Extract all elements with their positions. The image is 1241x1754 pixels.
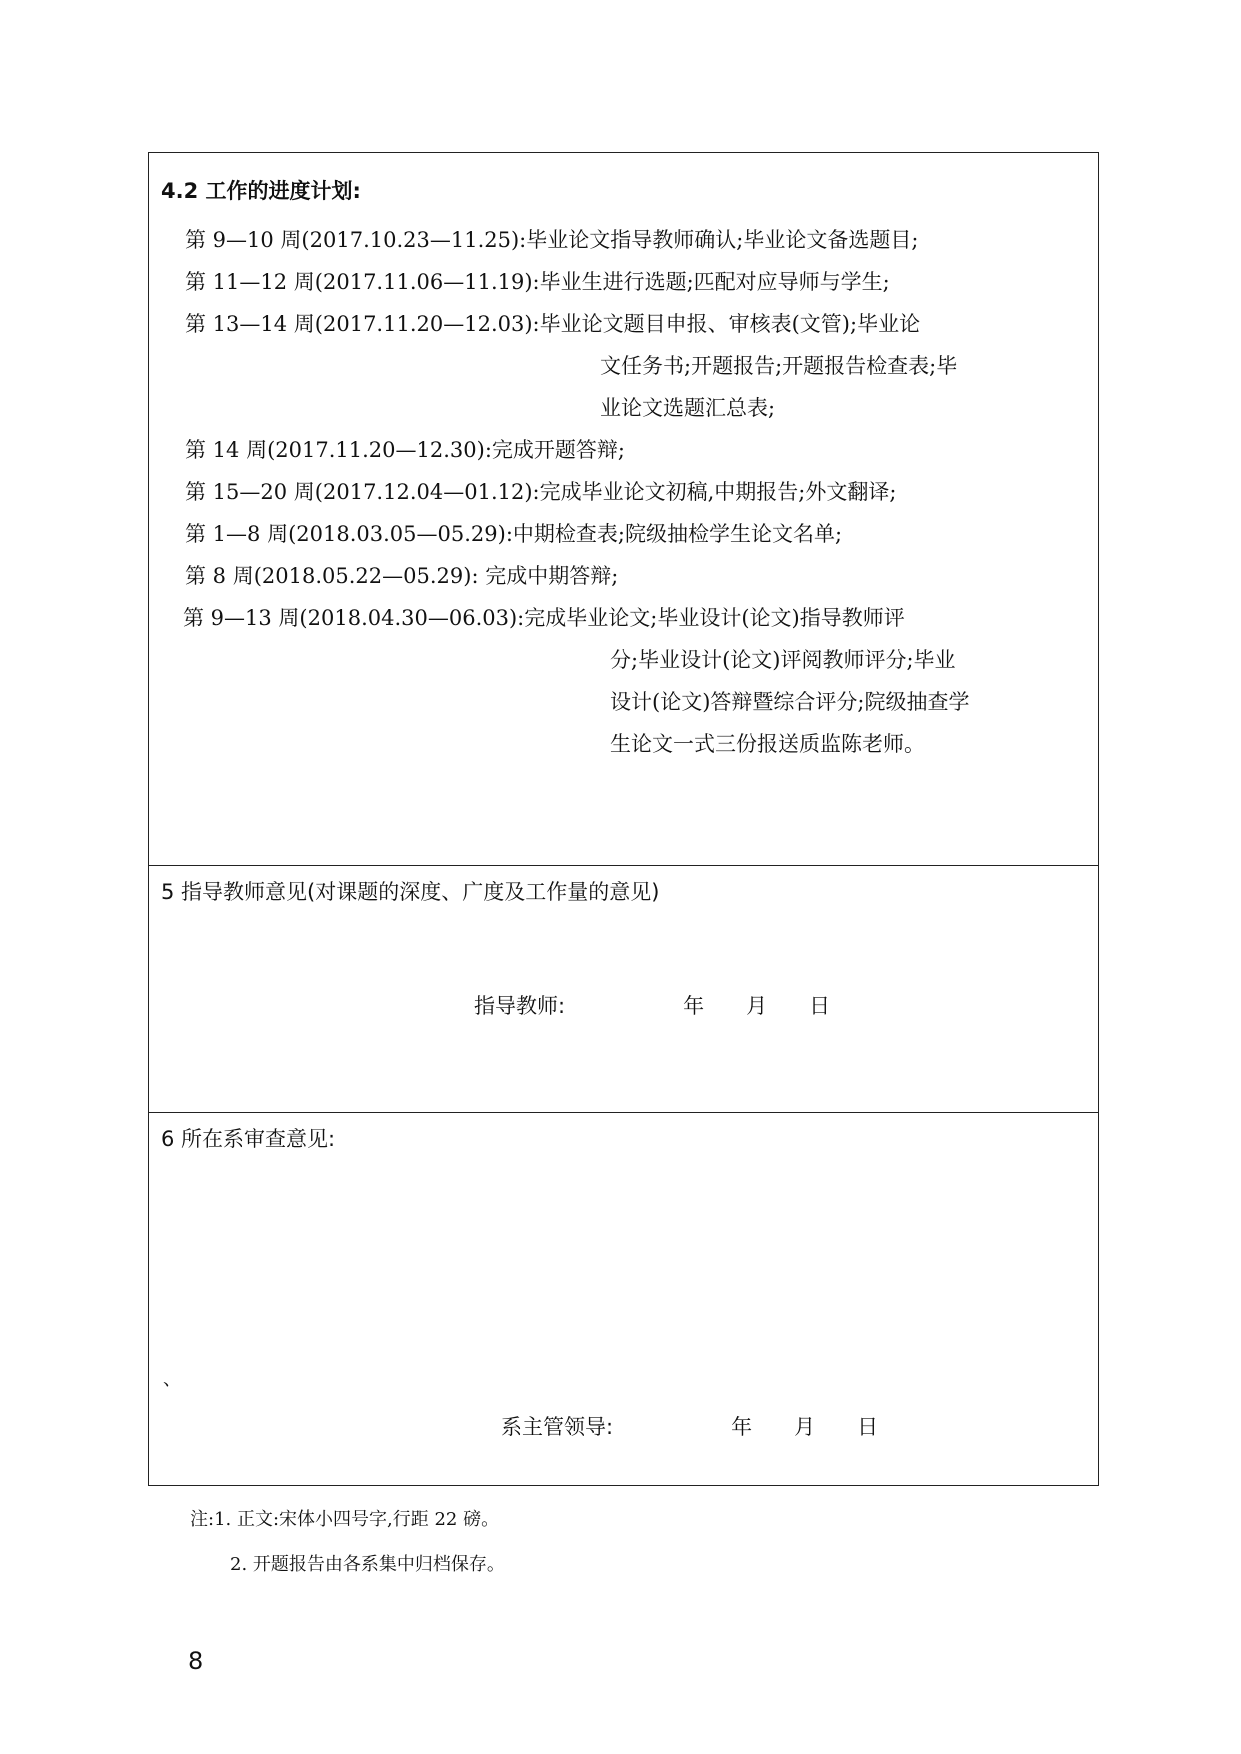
report-table: [148, 152, 1099, 1486]
schedule-row-continuation: 生论文一式三份报送质监陈老师。: [610, 732, 925, 756]
schedule-row: 第 14 周(2017.11.20—12.30):完成开题答辩;: [185, 438, 625, 462]
schedule-section: [149, 153, 1098, 866]
footnote-1: 注:1. 正文:宋体小四号字,行距 22 磅。: [190, 1509, 500, 1530]
footnote-2: 2. 开题报告由各系集中归档保存。: [230, 1554, 505, 1575]
schedule-row-continuation: 业论文选题汇总表;: [600, 396, 776, 420]
department-review-title: 6 所在系审查意见:: [161, 1127, 336, 1151]
schedule-row: 第 9—10 周(2017.10.23—11.25):毕业论文指导教师确认;毕业论文备选题目;: [185, 228, 919, 252]
schedule-row: 第 9—13 周(2018.04.30—06.03):完成毕业论文;毕业设计(论文)指导教师评: [183, 606, 905, 630]
day-label: 日: [809, 994, 831, 1018]
schedule-title: 4.2 工作的进度计划:: [161, 179, 361, 203]
advisor-opinion-section: [149, 866, 1098, 1113]
schedule-row-continuation: 分;毕业设计(论文)评阅教师评分;毕业: [610, 648, 956, 672]
department-head-label: 系主管领导:: [501, 1415, 614, 1439]
year-label: 年: [731, 1415, 753, 1439]
month-label: 月: [746, 994, 768, 1018]
department-signature-line: [501, 1411, 878, 1441]
schedule-row: 第 11—12 周(2017.11.06—11.19):毕业生进行选题;匹配对应导师与学生;: [185, 270, 890, 294]
schedule-row-continuation: 设计(论文)答辩暨综合评分;院级抽查学: [610, 690, 970, 714]
month-label: 月: [794, 1415, 816, 1439]
advisor-label: 指导教师:: [474, 994, 566, 1018]
stray-mark: 、: [163, 1369, 181, 1390]
advisor-opinion-title: 5 指导教师意见(对课题的深度、广度及工作量的意见): [161, 880, 660, 904]
advisor-signature-line: [474, 990, 830, 1020]
page-number: 8: [188, 1647, 204, 1675]
department-review-section: [149, 1113, 1098, 1485]
schedule-row: 第 13—14 周(2017.11.20—12.03):毕业论文题目申报、审核表(文管);毕业论: [185, 312, 921, 336]
schedule-row: 第 1—8 周(2018.03.05—05.29):中期检查表;院级抽检学生论文名单;: [185, 522, 843, 546]
year-label: 年: [683, 994, 705, 1018]
day-label: 日: [857, 1415, 879, 1439]
schedule-row-continuation: 文任务书;开题报告;开题报告检查表;毕: [600, 354, 958, 378]
schedule-row: 第 8 周(2018.05.22—05.29): 完成中期答辩;: [185, 564, 619, 588]
schedule-row: 第 15—20 周(2017.12.04—01.12):完成毕业论文初稿,中期报告;外文翻译;: [185, 480, 897, 504]
